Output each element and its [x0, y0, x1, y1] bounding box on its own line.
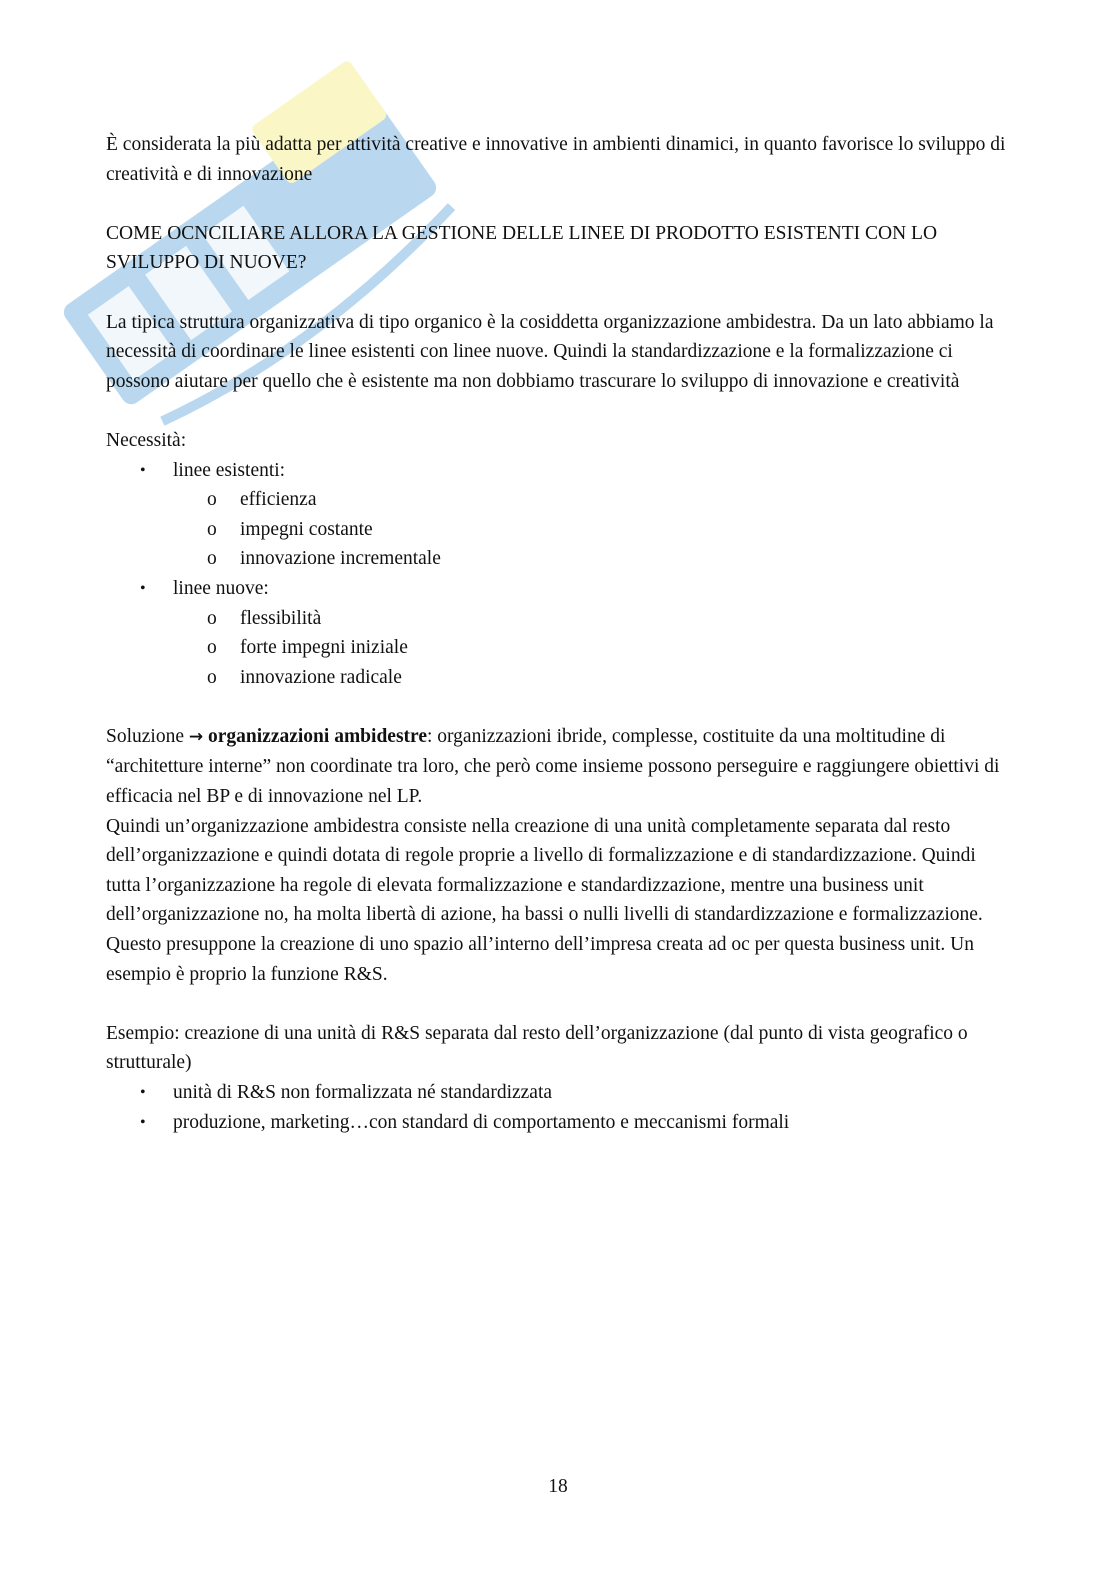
document-body: [106, 130, 1006, 1137]
sub-item-text: innovazione radicale: [240, 666, 402, 688]
solution-prefix: Soluzione: [106, 725, 189, 747]
list-item: [106, 1078, 1006, 1108]
sub-item-text: efficienza: [240, 489, 317, 511]
circle-bullet-icon: o: [207, 607, 217, 629]
sub-list-item: [106, 544, 1006, 574]
sub-item-text: innovazione incrementale: [240, 548, 441, 570]
sub-item-text: impegni costante: [240, 518, 373, 540]
organic-structure-paragraph: La tipica struttura organizzativa di tipo organico è la cosiddetta organizzazione ambidestra. Da un lato abbiamo la necessità di coordinare le linee esistenti con linee nuove. Quindi la standardizzazione e la formalizzazione ci possono aiutare per quello che è esistente ma non dobbiamo trascurare lo sviluppo di innovazione e creatività: [106, 311, 994, 392]
bullet-icon: •: [140, 1084, 146, 1101]
bullet-icon: •: [140, 461, 146, 479]
page-number: 18: [548, 1476, 568, 1497]
example-intro: Esempio: creazione di una unità di R&S separata dal resto dell’organizzazione (dal punto di vista geografico o strutturale): [106, 1022, 968, 1074]
solution-paragraph: [106, 722, 1006, 812]
sub-list-item: [106, 485, 1006, 515]
solution-term: organizzazioni ambidestre: [208, 725, 427, 747]
sub-item-text: forte impegni iniziale: [240, 637, 408, 659]
list-item-text: produzione, marketing…con standard di comportamento e meccanismi formali: [173, 1111, 790, 1133]
solution-explanation: Quindi un’organizzazione ambidestra consiste nella creazione di una unità completamente separata dal resto dell’organizzazione e quindi dotata di regole proprie a livello di formalizzazione e di standardizzazione. Quindi tutta l’organizzazione ha regole di elevata formalizzazione e standardizzazione, mentre una business unit dell’organizzazione no, ha molta libertà di azione, ha bassi o nulli livelli di standardizzazione e formalizzazione. Questo presuppone la creazione di uno spazio all’interno dell’impresa creata ad oc per questa business unit. Un esempio è proprio la funzione R&S.: [106, 815, 983, 985]
necessity-label: Necessità:: [106, 429, 187, 451]
solution-definition: : organizzazioni ibride, complesse, costituite da una moltitudine di “architetture interne” non coordinate tra loro, che però come insieme possono perseguire e raggiungere obiettivi di efficacia nel BP e di innovazione nel LP.: [106, 725, 1000, 808]
sub-list-item: [106, 604, 1006, 634]
circle-bullet-icon: o: [207, 489, 217, 511]
intro-paragraph: È considerata la più adatta per attività creative e innovative in ambienti dinamici, in quanto favorisce lo sviluppo di creatività e di innovazione: [106, 134, 1006, 185]
arrow-right-icon: →: [188, 726, 204, 747]
list-item-text: unità di R&S non formalizzata né standardizzata: [173, 1082, 553, 1103]
list-item-new-lines: [106, 574, 1006, 692]
sub-list-item: [106, 633, 1006, 663]
circle-bullet-icon: o: [207, 666, 217, 688]
sublist-new-lines: [173, 604, 1006, 693]
circle-bullet-icon: o: [207, 548, 217, 570]
circle-bullet-icon: o: [207, 518, 217, 540]
section-heading: COME OCNCILIARE ALLORA LA GESTIONE DELLE LINEE DI PRODOTTO ESISTENTI CON LO SVILUPPO DI NUOVE?: [106, 222, 938, 274]
list-item-label: linee nuove:: [173, 577, 269, 599]
sub-list-item: [106, 515, 1006, 545]
example-list: [106, 1078, 1006, 1137]
list-item-existing-lines: [106, 456, 1006, 574]
list-item-label: linee esistenti:: [173, 459, 286, 481]
list-item: [106, 1108, 1006, 1138]
sub-item-text: flessibilità: [240, 607, 322, 629]
sublist-existing-lines: [173, 485, 1006, 574]
sub-list-item: [106, 663, 1006, 693]
bullet-icon: •: [140, 579, 146, 597]
bullet-icon: •: [140, 1113, 146, 1131]
circle-bullet-icon: o: [207, 637, 217, 659]
necessity-list: [106, 456, 1006, 693]
